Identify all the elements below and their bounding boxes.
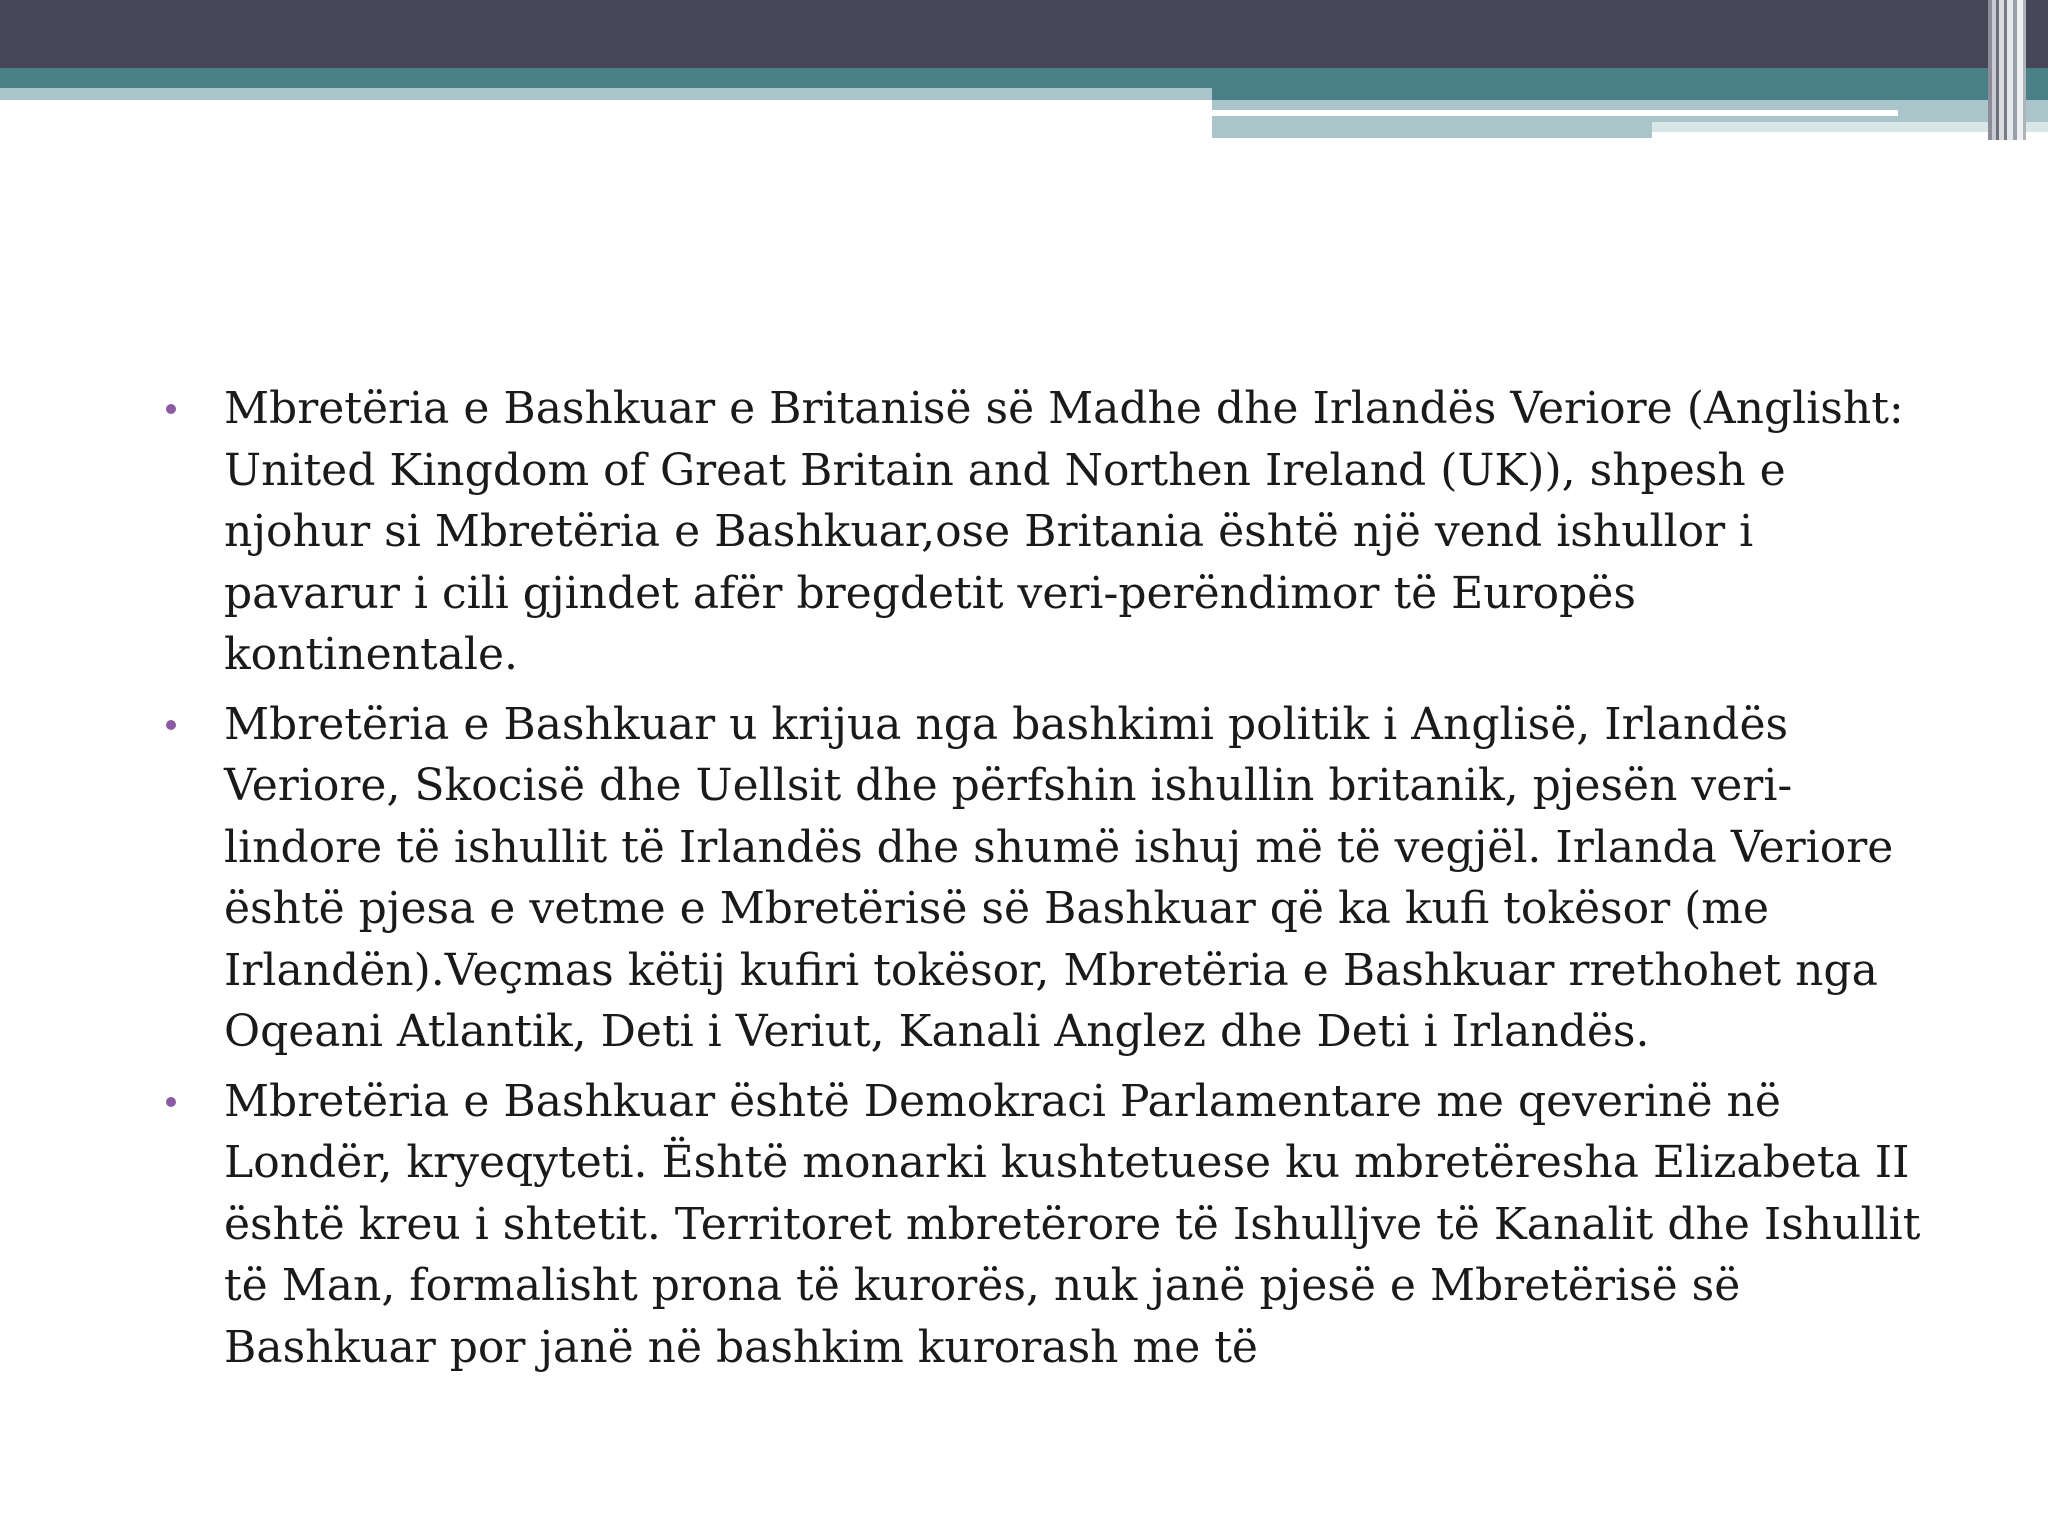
bullet-item (160, 1071, 1940, 1379)
bullet-item (160, 378, 1940, 686)
bullet-dot-icon (166, 404, 176, 414)
bullet-dot-icon (166, 720, 176, 730)
bullet-text: Mbretëria e Bashkuar u krijua nga bashkimi politik i Anglisë, Irlandës Veriore, Skocisë dhe Uellsit dhe përfshin ishullin britanik, pjesën veri-lindore të ishullit të Irlandës dhe shumë ishuj më të vegjël. Irlanda Veriore është pjesa e vetme e Mbretërisë së Bashkuar që ka kufi tokësor (me Irlandën).Veçmas këtij kufiri tokësor, Mbretëria e Bashkuar rrethohet nga Oqeani Atlantik, Deti i Veriut, Kanali Anglez dhe Deti i Irlandës. (224, 698, 1894, 1057)
header-dark-band (0, 0, 2048, 68)
slide-body (160, 378, 1940, 1386)
bullet-text: Mbretëria e Bashkuar është Demokraci Parlamentare me qeverinë në Londër, kryeqyteti. Është monarki kushtetuese ku mbretëresha Elizabeta II është kreu i shtetit. Territoret mbretërore të Ishulljve të Kanalit dhe Ishullit të Man, formalisht prona të kurorës, nuk janë pjesë e Mbretërisë së Bashkuar por janë në bashkim kurorash me të (224, 1075, 1921, 1373)
bullet-item (160, 694, 1940, 1063)
bullet-dot-icon (166, 1097, 176, 1107)
header-light-band-lower (1212, 122, 1652, 138)
bullet-list (160, 378, 1940, 1378)
bullet-text: Mbretëria e Bashkuar e Britanisë së Madhe dhe Irlandës Veriore (Anglisht: United Kingdom of Great Britain and Northen Ireland (UK)), shpesh e njohur si Mbretëria e Bashkuar,ose Britania është një vend ishullor i pavarur i cili gjindet afër bregdetit veri-perëndimor të Europës kontinentale. (224, 383, 1904, 680)
header-teal-band-right (1212, 88, 2048, 100)
header-vertical-stripes (1988, 0, 2048, 140)
header-white-line (1212, 110, 1898, 116)
header-light-band-left (0, 88, 1212, 100)
header-teal-band (0, 68, 2048, 88)
